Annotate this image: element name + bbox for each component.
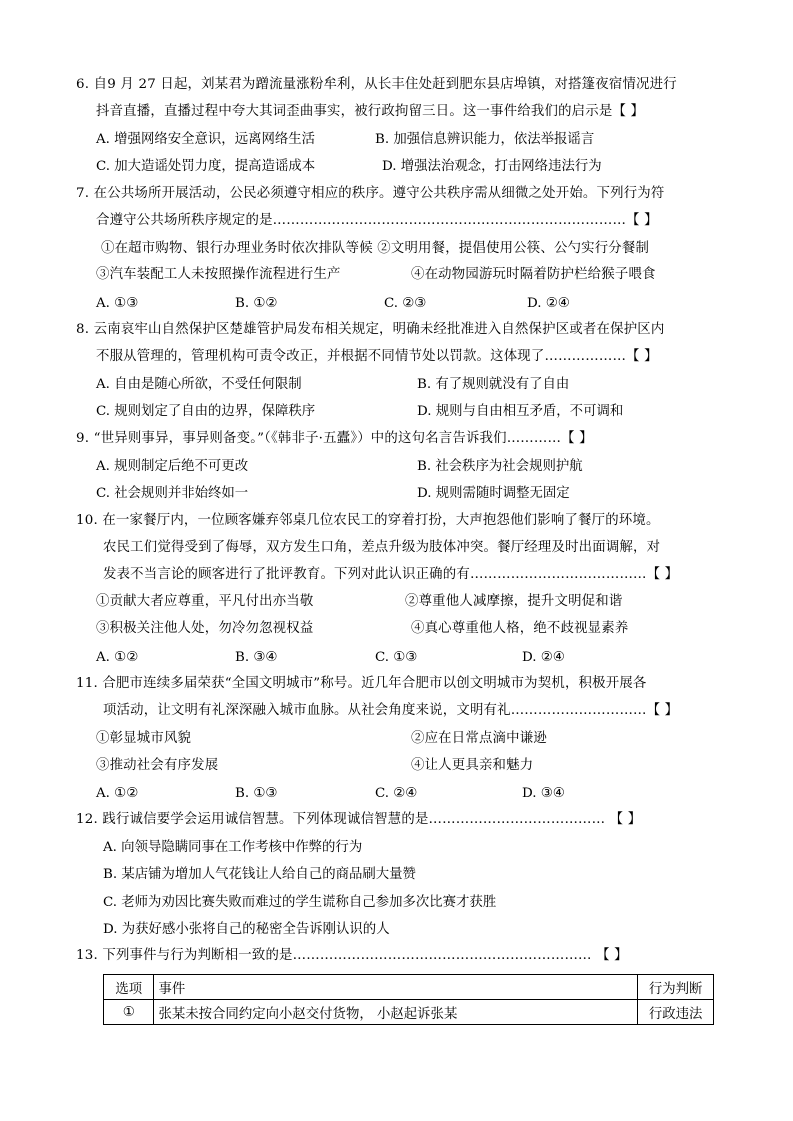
question-9-option-d: D. 规则需随时调整无固定	[417, 486, 570, 501]
question-text: “世异则事异，事异则备变。”（《韩非子·五蠹》）中的这句名言告诉我们…………【 】	[93, 431, 593, 446]
question-text: 在公共场所开展活动，公民必须遵守相应的秩序。遵守公共秩序需从细微之处开始。下列行为符	[93, 186, 665, 201]
question-6-option-a: A. 增强网络安全意识，远离网络生活	[96, 132, 316, 147]
question-12-option-b: B. 某店铺为增加人气花钱让人给自己的商品刷大量赞	[103, 867, 416, 882]
question-number: 8.	[76, 322, 90, 337]
table-cell: 张某未按合同约定向小赵交付货物， 小赵起诉张某	[154, 1000, 638, 1025]
table-row	[104, 1000, 714, 1025]
question-12-line-1	[76, 811, 641, 829]
question-12-option-c: C. 老师为劝因比赛失败而难过的学生谎称自己参加多次比赛才获胜	[103, 895, 497, 910]
question-number: 11.	[76, 676, 98, 691]
question-10-option-c: C. ①③	[375, 650, 418, 665]
question-10-line-2: 农民工们觉得受到了侮辱，双方发生口角，差点升级为肢体冲突。餐厅经理及时出面调解，对	[103, 540, 661, 555]
event-judgment-table	[103, 974, 714, 1025]
question-12-option-a: A. 向领导隐瞒同事在工作考核中作弊的行为	[103, 840, 363, 855]
question-7-option-b: B. ①②	[235, 296, 278, 311]
question-text: 践行诚信要学会运用诚信智慧。下列体现诚信智慧的是………………………………… 【 】	[102, 812, 642, 827]
question-10-statement-2: ②尊重他人减摩擦，提升文明促和谐	[405, 594, 623, 609]
question-10-statement-1: ①贡献大者应尊重，平凡付出亦当敬	[96, 594, 314, 609]
question-10-option-b: B. ③④	[235, 650, 278, 665]
question-text: 下列事件与行为判断相一致的是………………………………………………………… 【 】	[102, 948, 628, 963]
question-8-option-a: A. 自由是随心所欲，不受任何限制	[96, 377, 302, 392]
question-7-option-a: A. ①③	[96, 296, 139, 311]
question-number: 12.	[76, 812, 98, 827]
table-cell: 行政违法	[638, 1000, 714, 1025]
question-11-option-a: A. ①②	[96, 786, 139, 801]
question-text: 云南哀牢山自然保护区楚雄管护局发布相关规定，明确未经批准进入自然保护区或者在保护区内	[93, 322, 665, 337]
table-header-cell: 选项	[104, 975, 154, 1000]
question-8-option-b: B. 有了规则就没有了自由	[417, 377, 570, 392]
question-text: 在一家餐厅内，一位顾客嫌弃邻桌几位农民工的穿着打扮，大声抱怨他们影响了餐厅的环境。	[102, 513, 660, 528]
question-number: 7.	[76, 186, 90, 201]
table-header-row	[104, 975, 714, 1000]
question-7-option-d: D. ②④	[527, 296, 570, 311]
question-9-line-1	[76, 430, 593, 448]
question-11-option-b: B. ①③	[235, 786, 278, 801]
question-6-line-2: 抖音直播，直播过程中夸大其词歪曲事实，被行政拘留三日。这一事件给我们的启示是【 】	[96, 104, 645, 119]
question-number: 6.	[76, 77, 90, 92]
question-11-option-c: C. ②④	[375, 786, 418, 801]
question-text: 自9 月 27 日起，刘某君为蹭流量涨粉牟利，从长丰住处赶到肥东县店埠镇，对搭篷夜宿情况进行	[93, 77, 677, 92]
question-13-line-1	[76, 947, 628, 965]
question-11-statement-4: ④让人更具亲和魅力	[411, 758, 534, 773]
question-7-statement-4: ④在动物园游玩时隔着防护栏给猴子喂食	[411, 267, 656, 282]
table-header-cell: 行为判断	[638, 975, 714, 1000]
question-10-line-3: 发表不当言论的顾客进行了批评教育。下列对此认识正确的有…………………………………【 】	[103, 567, 679, 582]
question-8-line-2: 不服从管理的，管理机构可责令改正，并根据不同情节处以罚款。这体现了………………【 】	[96, 349, 658, 364]
question-6-option-b: B. 加强信息辨识能力，依法举报谣言	[375, 132, 595, 147]
question-10-option-d: D. ②④	[522, 650, 565, 665]
question-8-option-d: D. 规则与自由相互矛盾，不可调和	[417, 404, 624, 419]
question-number: 9.	[76, 431, 90, 446]
question-7-statement-3: ③汽车装配工人未按照操作流程进行生产	[96, 267, 341, 282]
question-11-statement-1: ①彰显城市风貌	[96, 731, 192, 746]
question-8-line-1	[76, 321, 664, 339]
table-cell: ①	[104, 1000, 154, 1025]
question-9-option-c: C. 社会规则并非始终如一	[96, 486, 249, 501]
question-7-statement-1-2: ①在超市购物、银行办理业务时依次排队等候 ②文明用餐，提倡使用公筷、公勺实行分餐制	[101, 241, 650, 256]
question-6-option-d: D. 增强法治观念，打击网络违法行为	[382, 159, 602, 174]
question-text: 合肥市连续多届荣获“全国文明城市”称号。近几年合肥市以创文明城市为契机，积极开展各	[102, 676, 647, 691]
question-number: 10.	[76, 513, 98, 528]
question-10-line-1	[76, 512, 660, 530]
question-6-option-c: C. 加大造谣处罚力度，提高造谣成本	[96, 159, 316, 174]
question-9-option-b: B. 社会秩序为社会规则护航	[417, 459, 583, 474]
question-12-option-d: D. 为获好感小张将自己的秘密全告诉刚认识的人	[103, 922, 390, 937]
question-number: 13.	[76, 948, 98, 963]
question-9-option-a: A. 规则制定后绝不可更改	[96, 459, 249, 474]
question-7-option-c: C. ②③	[384, 296, 427, 311]
question-7-line-1	[76, 185, 664, 203]
question-10-statement-4: ④真心尊重他人格，绝不歧视显素养	[411, 621, 629, 636]
question-11-statement-2: ②应在日常点滴中谦逊	[411, 731, 547, 746]
question-11-line-2: 项活动，让文明有礼深深融入城市血脉。从社会角度来说，文明有礼…………………………【 】	[103, 703, 679, 718]
question-11-statement-3: ③推动社会有序发展	[96, 758, 219, 773]
question-8-option-c: C. 规则划定了自由的边界，保障秩序	[96, 404, 316, 419]
question-10-option-a: A. ①②	[96, 650, 139, 665]
question-10-statement-3: ③积极关注他人处，勿冷勿忽视权益	[96, 621, 314, 636]
question-11-line-1	[76, 675, 647, 693]
question-11-option-d: D. ③④	[522, 786, 565, 801]
table-header-cell: 事件	[154, 975, 638, 1000]
question-6-line-1	[76, 76, 677, 94]
question-7-line-2: 合遵守公共场所秩序规定的是……………………………………………………………………【 】	[96, 213, 658, 228]
